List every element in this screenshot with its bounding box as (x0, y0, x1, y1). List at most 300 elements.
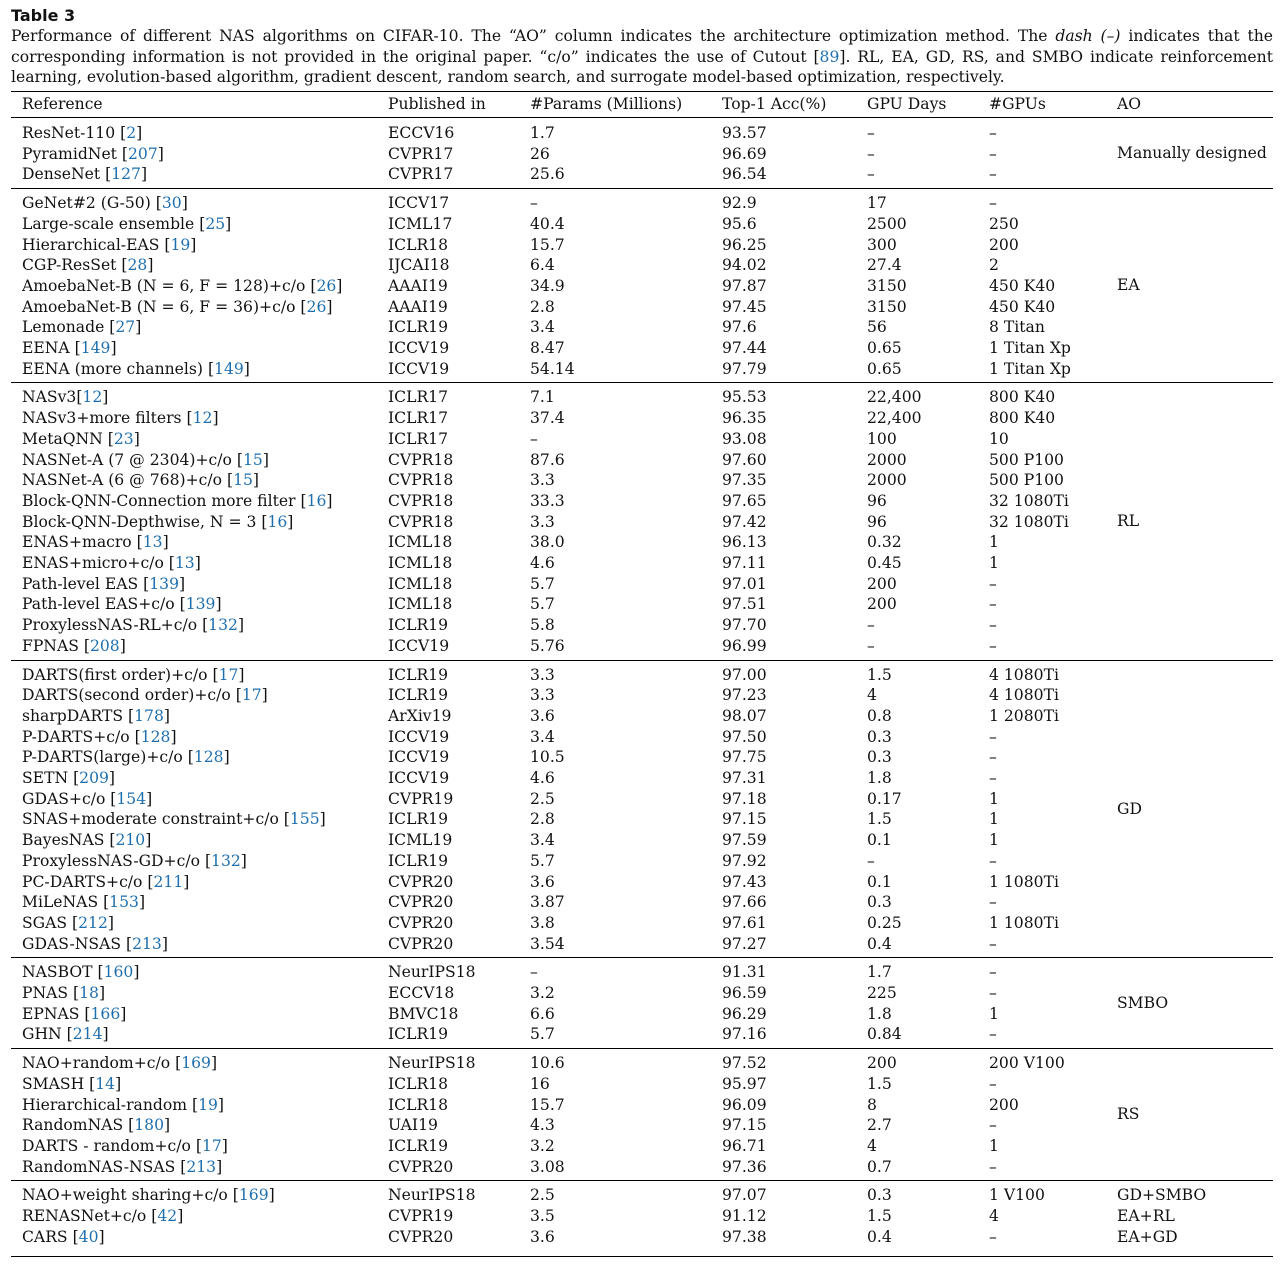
reference-name: ProxylessNAS-GD+c/o [ (22, 851, 212, 870)
params-cell: 5.7 (530, 1025, 555, 1044)
params-cell: 2.8 (530, 297, 555, 316)
params-cell: 10.5 (530, 748, 565, 767)
citation-close: ] (237, 616, 245, 635)
citation-close: ] (210, 1054, 218, 1073)
reference-name: NASv3+more filters [ (22, 409, 193, 428)
reference-cell (22, 164, 147, 185)
gpu-days-cell: 200 (867, 1054, 897, 1073)
gpu-days-cell: – (867, 165, 875, 184)
params-cell: 6.4 (530, 256, 555, 275)
params-cell: 26 (530, 144, 550, 163)
reference-cell (22, 913, 114, 934)
citation-close: ] (115, 1074, 122, 1093)
published-cell: ICLR19 (388, 686, 449, 705)
reference-name: NASNet-A (7 @ 2304)+c/o [ (22, 450, 243, 469)
gpu-days-cell: 17 (867, 194, 887, 213)
accuracy-cell: 97.45 (722, 297, 767, 316)
citation-link[interactable]: 212 (78, 913, 108, 932)
reference-cell (22, 1227, 105, 1248)
citation-close: ] (163, 706, 170, 725)
gpus-cell: 1 (989, 831, 999, 850)
published-cell: AAAI19 (388, 297, 448, 316)
params-cell: 38.0 (530, 533, 565, 552)
reference-name: SGAS [ (22, 913, 79, 932)
gpus-cell: 450 K40 (989, 276, 1056, 295)
gpus-cell: – (989, 893, 997, 912)
reference-cell (22, 962, 139, 983)
table-caption (11, 6, 1273, 88)
ao-cell: EA+GD (1117, 1227, 1178, 1246)
reference-cell (22, 1095, 224, 1116)
citation-link[interactable]: 17 (218, 665, 239, 684)
params-cell: 3.87 (530, 893, 565, 912)
accuracy-cell: 97.70 (722, 616, 767, 635)
gpu-days-cell: 56 (867, 318, 887, 337)
ao-group-label: EA (1117, 276, 1140, 295)
accuracy-cell: 97.50 (722, 727, 767, 746)
accuracy-cell: 97.15 (722, 810, 767, 829)
params-cell: 2.8 (530, 810, 555, 829)
published-cell: ICCV17 (388, 194, 450, 213)
reference-cell (22, 338, 117, 359)
citation-close: ] (217, 1095, 224, 1114)
citation-link[interactable]: 13 (142, 533, 163, 552)
gpu-days-cell: 0.3 (867, 1186, 892, 1205)
gpus-cell: 200 (989, 1095, 1019, 1114)
accuracy-cell: 97.31 (722, 769, 767, 787)
reference-name: Hierarchical-random [ (22, 1095, 199, 1114)
gpus-cell: – (989, 1116, 997, 1135)
reference-cell (22, 1115, 170, 1136)
group-divider (11, 957, 1273, 958)
params-cell: 5.7 (530, 595, 555, 614)
published-cell: ICLR17 (388, 429, 449, 448)
accuracy-cell: 96.13 (722, 533, 767, 552)
gpu-days-cell: – (867, 636, 875, 655)
accuracy-cell: 97.42 (722, 512, 767, 531)
caption-text (11, 26, 1273, 88)
gpu-days-cell: 8 (867, 1095, 877, 1114)
citation-link[interactable]: 213 (132, 934, 162, 953)
gpus-cell: 450 K40 (989, 297, 1056, 316)
params-cell: 3.2 (530, 1136, 555, 1155)
reference-cell (22, 809, 326, 830)
accuracy-cell: 97.15 (722, 1116, 767, 1135)
citation-close: ] (287, 512, 294, 531)
citation-link[interactable]: 12 (82, 388, 103, 407)
gpus-cell: – (989, 1074, 997, 1093)
citation-close: ] (262, 450, 269, 469)
gpu-days-cell: 1.8 (867, 1004, 892, 1023)
accuracy-cell: 96.99 (722, 636, 767, 655)
published-cell: ICLR19 (388, 1136, 449, 1155)
header-ao: AO (1117, 95, 1142, 113)
gpu-days-cell: 0.4 (867, 934, 892, 953)
citation-link[interactable]: 19 (170, 235, 191, 254)
published-cell: ICCV19 (388, 769, 450, 787)
reference-name: sharpDARTS [ (22, 706, 135, 725)
gpus-cell: 1 (989, 554, 999, 572)
reference-name: RENASNet+c/o [ (22, 1207, 158, 1225)
published-cell: IJCAI18 (388, 256, 450, 275)
citation-link[interactable]: 211 (153, 872, 184, 891)
reference-name: EENA [ (22, 339, 81, 357)
params-cell: 4.6 (530, 554, 555, 572)
published-cell: ICLR18 (388, 235, 449, 254)
group-divider (11, 382, 1273, 383)
citation-link[interactable]: 18 (79, 984, 99, 1002)
caption-part3: ]. RL, EA, GD, RS, and SMBO indicate reinforcement learning, evolution-based algorithm, gradient descent, random search, and surrogate model-based optimization, respectively. (11, 47, 1273, 87)
citation-close: ] (221, 1136, 228, 1155)
gpus-cell: – (989, 165, 997, 184)
table-title: Table 3 (11, 6, 76, 25)
citation-link[interactable]: 128 (140, 727, 171, 746)
citation-link[interactable]: 42 (157, 1207, 178, 1225)
citation-link[interactable]: 16 (306, 491, 327, 510)
citation-close: ] (147, 256, 154, 275)
citation-link[interactable]: 209 (79, 769, 109, 787)
gpus-cell: 1 (989, 810, 999, 829)
reference-cell (22, 553, 201, 574)
reference-name: P-DARTS(large)+c/o [ (22, 748, 194, 767)
accuracy-cell: 97.6 (722, 318, 757, 337)
reference-name: MetaQNN [ (22, 429, 114, 448)
citation-close: ] (120, 1004, 127, 1023)
citation-close: ] (240, 851, 247, 870)
citation-close: ] (194, 554, 201, 572)
accuracy-cell: 96.69 (722, 144, 767, 163)
published-cell: ICML18 (388, 554, 453, 572)
citation-link[interactable]: 178 (134, 706, 164, 725)
citation-close: ] (110, 339, 117, 357)
gpu-days-cell: – (867, 144, 875, 163)
gpus-cell: 800 K40 (989, 409, 1056, 428)
citation-link[interactable]: 214 (72, 1025, 103, 1044)
published-cell: ICML18 (388, 595, 453, 614)
gpu-days-cell: 2000 (867, 450, 907, 469)
citation-link[interactable]: 128 (193, 748, 224, 767)
published-cell: CVPR18 (388, 491, 454, 510)
citation-link[interactable]: 155 (289, 810, 320, 829)
citation-close: ] (225, 214, 232, 233)
accuracy-cell: 97.18 (722, 789, 767, 808)
accuracy-cell: 97.27 (722, 934, 767, 953)
gpus-cell: – (989, 1157, 997, 1176)
gpus-cell: 1 1080Ti (989, 872, 1059, 891)
citation-link[interactable]: 15 (242, 450, 263, 469)
gpus-cell: – (989, 1025, 997, 1044)
gpu-days-cell: 4 (867, 686, 877, 705)
citation-link[interactable]: 30 (161, 194, 182, 213)
reference-name: NASNet-A (6 @ 768)+c/o [ (22, 471, 234, 490)
gpus-cell: 800 K40 (989, 388, 1056, 407)
citation-link[interactable]: 169 (181, 1054, 211, 1073)
published-cell: ICLR19 (388, 851, 449, 870)
reference-cell (22, 636, 126, 657)
citation-link[interactable]: 26 (316, 276, 337, 295)
ao-cell: GD+SMBO (1117, 1186, 1207, 1205)
citation-close: ] (133, 963, 140, 982)
citation-link[interactable]: 40 (78, 1227, 99, 1246)
reference-cell (22, 685, 268, 706)
published-cell: CVPR20 (388, 913, 454, 932)
citation-link[interactable]: 154 (116, 789, 147, 808)
gpu-days-cell: 0.25 (867, 913, 902, 932)
accuracy-cell: 93.08 (722, 429, 767, 448)
citation-link[interactable]: 15 (233, 471, 253, 490)
reference-cell (22, 1074, 121, 1095)
gpu-days-cell: 0.3 (867, 748, 892, 767)
params-cell: 4.3 (530, 1116, 555, 1135)
reference-name: DARTS(second order)+c/o [ (22, 686, 242, 705)
reference-name: Block-QNN-Connection more filter [ (22, 491, 307, 510)
published-cell: ICCV19 (388, 748, 450, 767)
params-cell: 25.6 (530, 165, 565, 184)
reference-cell (22, 665, 245, 686)
citation-link[interactable]: 160 (103, 963, 134, 982)
reference-cell (22, 144, 164, 165)
caption-part2: indicates that the corresponding information is not provided in the original paper. “c/o” indicates the use of Cutout [ (11, 27, 1273, 66)
published-cell: ICML18 (388, 533, 453, 552)
reference-name: P-DARTS+c/o [ (22, 727, 141, 746)
params-cell: 3.08 (530, 1157, 565, 1176)
reference-cell (22, 1136, 228, 1157)
reference-name: NAO+random+c/o [ (22, 1054, 182, 1073)
citation-close: ] (102, 388, 109, 407)
gpus-cell: – (989, 574, 997, 593)
accuracy-cell: 97.59 (722, 831, 767, 850)
params-cell: 2.5 (530, 789, 555, 808)
gpus-cell: – (989, 194, 997, 213)
params-cell: 37.4 (530, 409, 565, 428)
gpu-days-cell: 0.7 (867, 1157, 892, 1176)
citation-link[interactable]: 2 (126, 124, 137, 142)
caption-part1: Performance of different NAS algorithms on CIFAR-10. The “AO” column indicates the architecture optimization method. The (11, 27, 1056, 45)
reference-cell (22, 193, 188, 214)
accuracy-cell: 96.09 (722, 1095, 767, 1114)
params-cell: 3.6 (530, 1227, 555, 1246)
accuracy-cell: 97.52 (722, 1054, 767, 1073)
reference-cell (22, 1053, 217, 1074)
citation-link[interactable]: 17 (201, 1136, 222, 1155)
params-cell: 15.7 (530, 1095, 565, 1114)
citation-link[interactable]: 25 (205, 214, 226, 233)
header-reference: Reference (22, 95, 103, 113)
citation-link[interactable]: 139 (185, 595, 216, 614)
published-cell: AAAI19 (388, 276, 448, 295)
citation-close: ] (216, 1157, 223, 1176)
reference-name: ProxylessNAS-RL+c/o [ (22, 616, 209, 635)
gpu-days-cell: 2500 (867, 214, 907, 233)
reference-cell (22, 512, 293, 533)
gpu-days-cell: 22,400 (867, 388, 922, 407)
gpus-cell: 500 P100 (989, 450, 1064, 469)
accuracy-cell: 97.79 (722, 359, 767, 378)
accuracy-cell: 97.35 (722, 471, 767, 490)
citation-close: ] (157, 144, 164, 163)
citation-link[interactable]: 180 (134, 1116, 164, 1135)
reference-name: AmoebaNet-B (N = 6, F = 128)+c/o [ (22, 276, 317, 295)
citation-link[interactable]: 149 (80, 339, 111, 357)
gpus-cell: 1 Titan Xp (989, 339, 1071, 357)
params-cell: 3.4 (530, 727, 555, 746)
gpus-cell: 200 V100 (989, 1054, 1065, 1073)
gpu-days-cell: 3150 (867, 276, 907, 295)
reference-cell (22, 470, 259, 491)
citation-close: ] (138, 893, 146, 912)
reference-name: AmoebaNet-B (N = 6, F = 36)+c/o [ (22, 297, 307, 316)
citation-close: ] (140, 165, 148, 184)
accuracy-cell: 97.38 (722, 1227, 767, 1246)
gpus-cell: 8 Titan (989, 318, 1045, 337)
reference-name: Path-level EAS [ (22, 574, 150, 593)
citation-link[interactable]: 27 (115, 318, 136, 337)
gpu-days-cell: 225 (867, 984, 897, 1002)
reference-cell (22, 429, 140, 450)
published-cell: CVPR17 (388, 165, 454, 184)
citation-close: ] (326, 297, 333, 316)
gpus-cell: 250 (989, 214, 1019, 233)
gpus-cell: – (989, 144, 997, 163)
citation-close: ] (252, 471, 259, 490)
gpus-cell: 1 (989, 789, 999, 808)
published-cell: UAI19 (388, 1116, 438, 1135)
gpu-days-cell: 0.45 (867, 554, 902, 572)
gpus-cell: 4 (989, 1207, 999, 1225)
citation-link[interactable]: 213 (186, 1157, 217, 1176)
citation-link[interactable]: 17 (241, 686, 262, 705)
citation-link[interactable]: 19 (198, 1095, 218, 1114)
params-cell: 8.47 (530, 339, 565, 357)
citation-close: ] (268, 1186, 275, 1205)
reference-cell (22, 235, 196, 256)
reference-name: Hierarchical-EAS [ (22, 235, 171, 254)
reference-cell (22, 123, 142, 144)
reference-name: GDAS+c/o [ (22, 789, 117, 808)
group-divider (11, 1048, 1273, 1049)
citation-close: ] (162, 533, 169, 552)
accuracy-cell: 96.71 (722, 1136, 767, 1155)
published-cell: ICLR18 (388, 1074, 449, 1093)
citation-link[interactable]: 207 (128, 144, 158, 163)
accuracy-cell: 97.66 (722, 893, 767, 912)
accuracy-cell: 97.23 (722, 686, 767, 705)
reference-cell (22, 1206, 183, 1227)
citation-link[interactable]: 169 (238, 1186, 269, 1205)
gpus-cell: – (989, 984, 997, 1002)
header-acc: Top-1 Acc(%) (722, 95, 827, 113)
citation-link[interactable]: 23 (113, 429, 134, 448)
citation-close: ] (212, 409, 219, 428)
cutout-ref-link[interactable]: 89 (819, 47, 840, 66)
citation-link[interactable]: 14 (95, 1074, 116, 1093)
params-cell: 3.2 (530, 984, 555, 1002)
reference-cell (22, 214, 231, 235)
citation-link[interactable]: 208 (89, 636, 120, 655)
citation-close: ] (181, 194, 188, 213)
params-cell: 3.4 (530, 318, 555, 337)
accuracy-cell: 95.53 (722, 388, 767, 407)
reference-name: SMASH [ (22, 1074, 96, 1093)
table-top-rule (11, 91, 1273, 92)
published-cell: ICCV19 (388, 359, 450, 378)
gpu-days-cell: 1.7 (867, 963, 892, 982)
params-cell: 33.3 (530, 491, 565, 510)
gpu-days-cell: 0.4 (867, 1227, 892, 1246)
params-cell: 10.6 (530, 1054, 565, 1073)
accuracy-cell: 97.00 (722, 665, 767, 684)
params-cell: 3.6 (530, 706, 555, 725)
accuracy-cell: 97.16 (722, 1025, 767, 1044)
citation-link[interactable]: 139 (149, 574, 179, 593)
reference-name: GDAS-NSAS [ (22, 934, 133, 953)
gpus-cell: 200 (989, 235, 1019, 254)
params-cell: 3.8 (530, 913, 555, 932)
accuracy-cell: 97.75 (722, 748, 767, 767)
group-divider (11, 1180, 1273, 1181)
citation-link[interactable]: 149 (214, 359, 244, 378)
reference-cell (22, 491, 333, 512)
params-cell: 54.14 (530, 359, 575, 378)
gpu-days-cell: 22,400 (867, 409, 922, 428)
reference-cell (22, 276, 342, 297)
citation-link[interactable]: 16 (267, 512, 288, 531)
published-cell: ICML19 (388, 831, 453, 850)
reference-cell (22, 851, 247, 872)
gpu-days-cell: 1.5 (867, 1207, 892, 1225)
reference-name: BayesNAS [ (22, 831, 116, 850)
published-cell: ICLR19 (388, 665, 449, 684)
citation-link[interactable]: 13 (174, 554, 195, 572)
reference-cell (22, 706, 170, 727)
gpu-days-cell: 1.5 (867, 810, 892, 829)
gpu-days-cell: 0.1 (867, 872, 892, 891)
citation-link[interactable]: 132 (208, 616, 238, 635)
gpu-days-cell: 0.3 (867, 727, 892, 746)
citation-link[interactable]: 26 (306, 297, 327, 316)
citation-close: ] (119, 636, 126, 655)
gpus-cell: 1 Titan Xp (989, 359, 1071, 378)
published-cell: ICLR17 (388, 388, 449, 407)
citation-close: ] (133, 429, 140, 448)
published-cell: CVPR17 (388, 144, 454, 163)
header-published: Published in (388, 95, 486, 113)
header-gpus: #GPUs (989, 95, 1046, 113)
citation-link[interactable]: 132 (211, 851, 241, 870)
citation-close: ] (177, 1207, 184, 1225)
citation-link[interactable]: 127 (111, 165, 141, 184)
gpu-days-cell: 1.8 (867, 769, 892, 787)
accuracy-cell: 91.12 (722, 1207, 767, 1225)
reference-name: NASBOT [ (22, 963, 104, 982)
gpu-days-cell: 0.65 (867, 359, 902, 378)
citation-link[interactable]: 12 (192, 409, 213, 428)
citation-link[interactable]: 28 (127, 256, 148, 275)
published-cell: ECCV16 (388, 124, 455, 142)
citation-link[interactable]: 166 (90, 1004, 121, 1023)
citation-link[interactable]: 153 (109, 893, 139, 912)
reference-cell (22, 408, 219, 429)
citation-link[interactable]: 210 (115, 831, 146, 850)
accuracy-cell: 98.07 (722, 706, 767, 725)
citation-close: ] (135, 318, 142, 337)
published-cell: ICLR19 (388, 1025, 449, 1044)
citation-close: ] (179, 574, 186, 593)
reference-name: SNAS+moderate constraint+c/o [ (22, 810, 290, 829)
accuracy-cell: 97.65 (722, 491, 767, 510)
citation-close: ] (161, 934, 168, 953)
gpu-days-cell: 0.8 (867, 706, 892, 725)
